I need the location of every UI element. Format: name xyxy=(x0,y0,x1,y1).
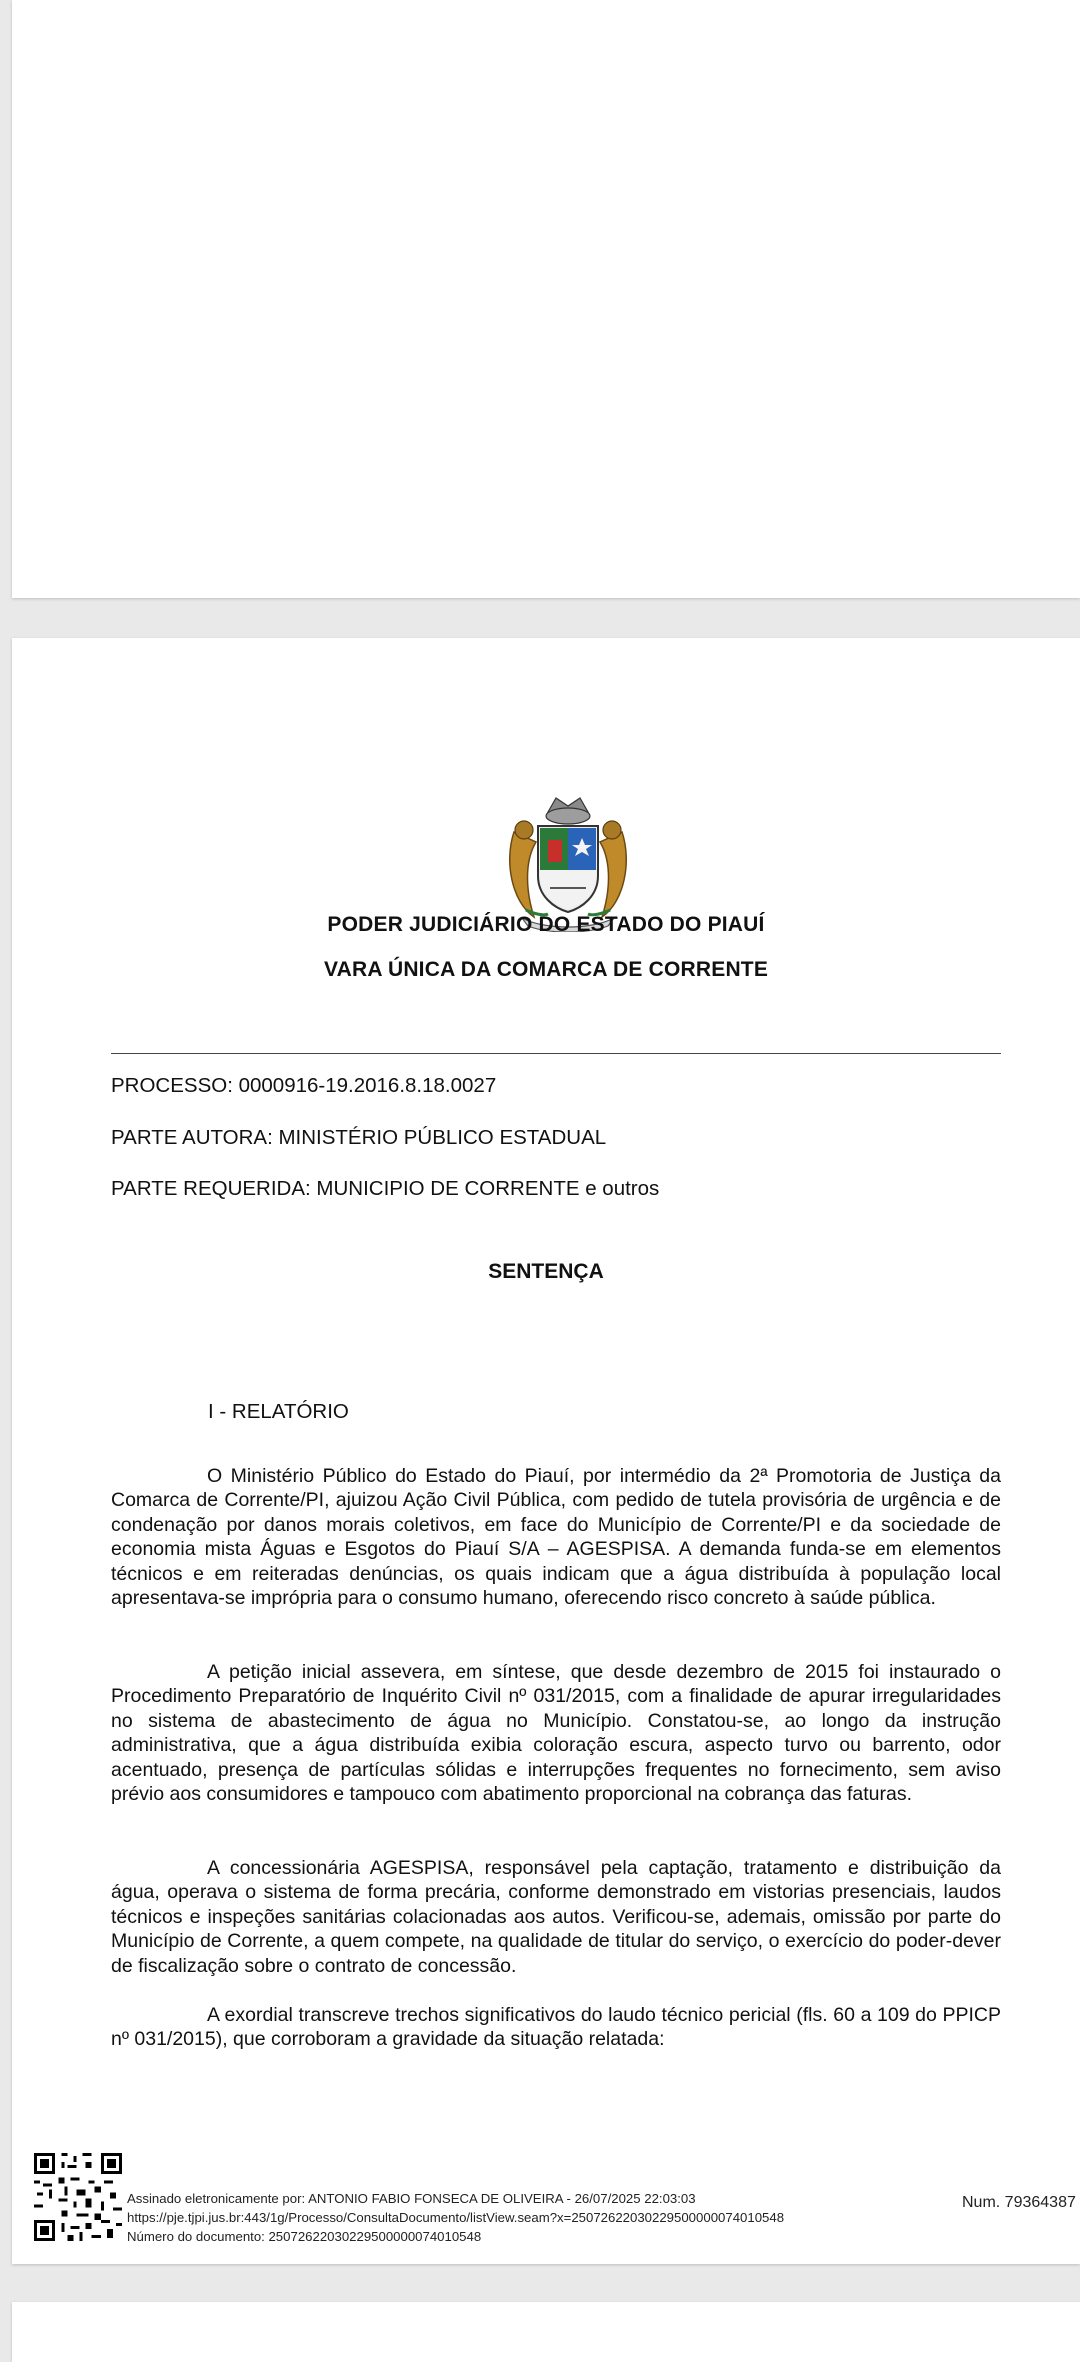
paragraph-3: A concessionária AGESPISA, responsável pela captação, tratamento e distribuição da água, operava o sistema de forma precária, conforme demonstrado em vistorias presenciais, laudos técnicos e inspeções sanitárias colacionadas aos autos. Verificou-se, ademais, omissão por parte do Município de Corrente, a quem compete, na qualidade de titular do serviço, o exercício do poder-dever de fiscalização sobre o contrato de concessão. xyxy=(111,1857,1001,1977)
document-number: Número do documento: 25072622030229500000074010548 xyxy=(127,2229,482,2244)
document-page xyxy=(12,638,1080,2264)
court-unit: VARA ÚNICA DA COMARCA DE CORRENTE xyxy=(323,958,769,981)
next-page xyxy=(12,2302,1080,2362)
document-num: Num. 79364387 xyxy=(962,2194,1076,2211)
verification-url[interactable]: https://pje.tjpi.jus.br:443/1g/Processo/ConsultaDocumento/listView.seam?x=25072622030229500000074010548 xyxy=(127,2210,785,2225)
header-divider xyxy=(111,1053,1001,1054)
qr-code-icon xyxy=(34,2153,122,2241)
coat-of-arms-icon xyxy=(504,792,632,932)
signature-line: Assinado eletronicamente por: ANTONIO FABIO FONSECA DE OLIVEIRA - 26/07/2025 22:03:03 xyxy=(127,2191,696,2206)
previous-page xyxy=(12,0,1080,598)
process-number: PROCESSO: 0000916-19.2016.8.18.0027 xyxy=(111,1074,497,1097)
section-heading: I - RELATÓRIO xyxy=(208,1400,349,1423)
paragraph-4: A exordial transcreve trechos significativos do laudo técnico pericial (fls. 60 a 109 do PPICP nº 031/2015), que corroboram a gravidade da situação relatada: xyxy=(111,2004,1001,2051)
defendant: PARTE REQUERIDA: MUNICIPIO DE CORRENTE e outros xyxy=(111,1177,660,1200)
document-title: SENTENÇA xyxy=(488,1260,604,1283)
paragraph-2: A petição inicial assevera, em síntese, que desde dezembro de 2015 foi instaurado o Procedimento Preparatório de Inquérito Civil nº 031/2015, com a finalidade de apurar irregularidades no sistema de abastecimento de água no Município. Constatou-se, ao longo da instrução administrativa, que a água distribuída exibia coloração escura, aspecto turvo ou barrento, odor acentuado, presença de partículas sólidas e interrupções frequentes no fornecimento, sem aviso prévio aos consumidores e tampouco com abatimento proporcional na cobrança das faturas. xyxy=(111,1661,1001,1806)
plaintiff: PARTE AUTORA: MINISTÉRIO PÚBLICO ESTADUAL xyxy=(111,1126,607,1149)
paragraph-1: O Ministério Público do Estado do Piauí, por intermédio da 2ª Promotoria de Justiça da Comarca de Corrente/PI, ajuizou Ação Civil Pública, com pedido de tutela provisória de urgência e de condenação por danos morais coletivos, em face do Município de Corrente/PI e da sociedade de economia mista Águas e Esgotos do Piauí S/A – AGESPISA. A demanda funda-se em elementos técnicos e em reiteradas denúncias, os quais indicam que a água distribuída à população local apresentava-se imprópria para o consumo humano, oferecendo risco concreto à saúde pública. xyxy=(111,1465,1001,1610)
court-name: PODER JUDICIÁRIO DO ESTADO DO PIAUÍ xyxy=(327,913,765,936)
